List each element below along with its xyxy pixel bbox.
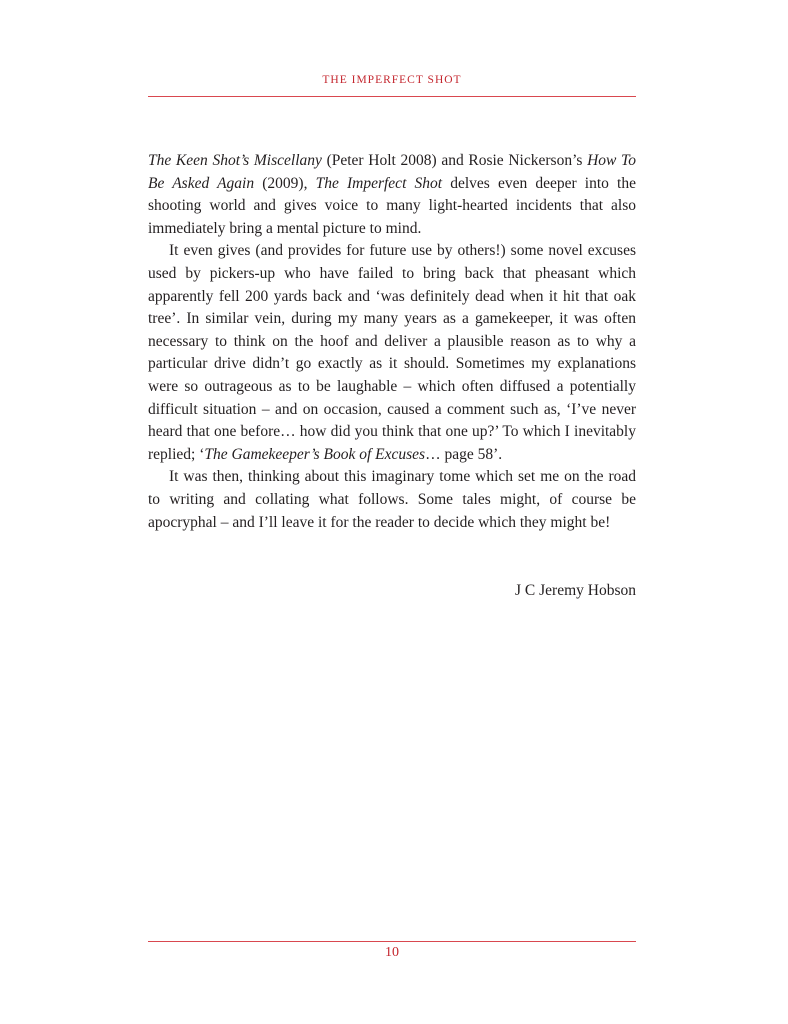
paragraph-2-text-a: It even gives (and provides for future use by others!) some novel excuses used by pickers-up who have failed to bring back that pheasant which apparently fell 200 yards back and ‘was definitely dead when it hit that oak tree’. In similar vein, during my many years as a gamekeeper, it was often necessary to think on the hoof and deliver a plausible reason as to why a particular drive didn’t go exactly as it should. Sometimes my explanations were so outrageous as to be laughable – which often diffused a potentially difficult situation – and on occasion, caused a comment such as, ‘I’ve never heard that one before… how did you think that one up?’ To which I inevitably replied; ‘	[148, 242, 636, 463]
body-text	[148, 150, 636, 534]
paragraph-2-text-b: … page 58’.	[425, 445, 503, 463]
header-rule	[148, 96, 636, 97]
paragraph-1	[148, 150, 636, 240]
book-title-gamekeepers-excuses: The Gamekeeper’s Book of Excuses	[204, 445, 426, 463]
book-title-how-to-be-asked-again: How To Be Asked Again	[148, 152, 636, 192]
book-title-keen-shot: The Keen Shot’s Miscellany	[148, 152, 322, 169]
paragraph-1-text-b: (2009),	[254, 174, 316, 192]
running-head: THE IMPERFECT SHOT	[322, 74, 462, 86]
paragraph-1-text-a: (Peter Holt 2008) and Rosie Nickerson’s	[321, 152, 588, 169]
author-signature: J C Jeremy Hobson	[515, 582, 636, 599]
paragraph-2	[148, 240, 636, 466]
book-title-imperfect-shot: The Imperfect Shot	[315, 174, 443, 192]
paragraph-3: It was then, thinking about this imaginary tome which set me on the road to writing and collating what follows. Some tales might, of course be apocryphal – and I’ll leave it for the reader to decide which they might be!	[148, 468, 636, 531]
page-number: 10	[385, 945, 399, 960]
footer-rule	[148, 941, 636, 942]
paragraph-1-text-c: delves even deeper into the shooting world and gives voice to many light-hearted incidents that also immediately bring a mental picture to mind.	[148, 174, 636, 237]
